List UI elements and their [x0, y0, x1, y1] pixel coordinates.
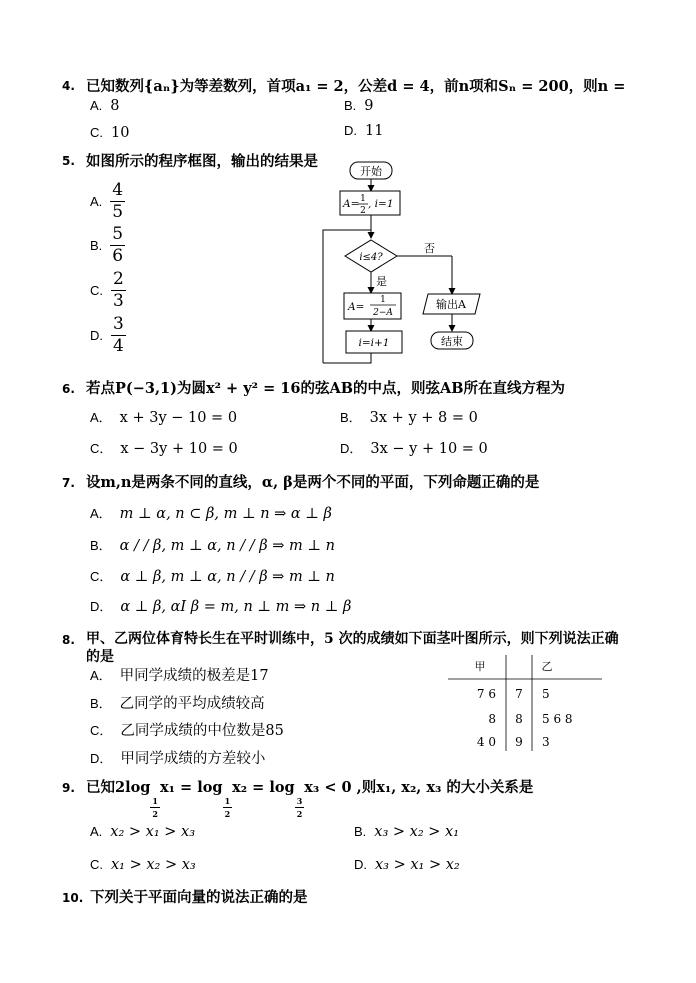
q7-option-c: C． α ⊥ β, m ⊥ α, n / / β ⇒ m ⊥ n [90, 569, 335, 585]
q5-option-d: D. $\frac{3}{4}$ [90, 314, 124, 356]
q6-option-a: A． x + 3y − 10 = 0 [90, 410, 238, 426]
stem-leaf-right-header: 乙 [541, 660, 553, 673]
flow-increment-label: i=i+1 [358, 337, 390, 349]
q7-option-a: A． m ⊥ α, n ⊂ β, m ⊥ n ⇒ α ⊥ β [90, 506, 332, 522]
q8-option-c: C． 乙同学成绩的中位数是85 [90, 723, 284, 739]
question-10-text: 下列关于平面向量的说法正确的是 [90, 889, 308, 906]
q8-option-b: B． 乙同学的平均成绩较高 [90, 696, 265, 712]
q4-option-a: A. 8 [90, 98, 120, 114]
flow-start-label: 开始 [360, 165, 382, 178]
q4-option-d: D. 11 [344, 123, 384, 139]
question-8-text-line2: 的是 [86, 649, 114, 665]
q5-option-a: A. $\frac{4}{5}$ [90, 180, 124, 222]
question-10-number: 10. [62, 891, 84, 905]
flow-end-label: 结束 [441, 335, 463, 348]
q7-option-d: D． α ⊥ β, αI β = m, n ⊥ m ⇒ n ⊥ β [90, 599, 352, 615]
flow-assign-a: A= [348, 301, 365, 313]
stem-leaf-right-row-1: 5 [542, 687, 550, 701]
stem-leaf-stem-row-2: 8 [515, 712, 523, 726]
flow-assign-den: 2−A [373, 308, 393, 318]
question-6-text: 若点P(−3,1)为圆x² + y² = 16的弦AB的中点，则弦AB所在直线方程为 [86, 380, 565, 397]
question-5-number: 5. [62, 154, 75, 168]
question-4-number: 4. [62, 79, 75, 93]
q4-option-c: C. 10 [90, 125, 130, 141]
question-8-text-line1: 甲、乙两位体育特长生在平时训练中，5 次的成绩如下面茎叶图所示，则下列说法正确 [86, 631, 619, 647]
flow-assign-num: 1 [380, 295, 386, 305]
stem-leaf-left-row-3: 4 0 [476, 735, 496, 749]
q8-option-d: D． 甲同学成绩的方差较小 [90, 751, 266, 767]
question-7-number: 7. [62, 476, 75, 490]
flow-output-label: 输出A [436, 298, 466, 311]
stem-leaf-left-row-2: 8 [488, 712, 496, 726]
q6-option-b: B． 3x + y + 8 = 0 [340, 410, 478, 426]
flow-init-a: A= [343, 198, 360, 210]
flow-init-i: , i=1 [368, 198, 394, 210]
q6-option-c: C． x − 3y + 10 = 0 [90, 441, 238, 457]
q4-option-b: B. 9 [344, 98, 374, 114]
question-6-number: 6. [62, 382, 75, 396]
question-8-number: 8. [62, 633, 75, 647]
stem-leaf-right-row-2: 5 6 8 [542, 712, 573, 726]
question-9-text: 已知2log $\frac{1}{2}$ x₁ = log $\frac{1}{2}$ x₂ = log $\frac{3}{2}$ x₃ < 0 ,则x₁, x₂, x₃ 的大小关系是 [86, 779, 534, 819]
q5-option-b: B. $\frac{5}{6}$ [90, 224, 124, 266]
flow-yes-label: 是 [376, 275, 387, 288]
flow-no-label: 否 [424, 242, 435, 255]
q7-option-b: B． α / / β, m ⊥ α, n / / β ⇒ m ⊥ n [90, 538, 335, 554]
q9-option-b: B. x₃ > x₂ > x₁ [354, 824, 460, 840]
q9-option-c: C. x₁ > x₂ > x₃ [90, 857, 196, 873]
flow-init-den: 2 [360, 206, 366, 216]
question-7-text: 设m,n是两条不同的直线，α, β是两个不同的平面，下列命题正确的是 [86, 474, 540, 491]
q8-option-a: A． 甲同学成绩的极差是17 [90, 668, 269, 684]
question-5-text: 如图所示的程序框图，输出的结果是 [86, 153, 318, 170]
stem-leaf-plot [440, 655, 610, 755]
question-9-number: 9. [62, 781, 75, 795]
stem-leaf-left-header: 甲 [474, 660, 486, 673]
q5-option-c: C. $\frac{2}{3}$ [90, 269, 124, 311]
q6-option-d: D． 3x − y + 10 = 0 [340, 441, 488, 457]
stem-leaf-stem-row-1: 7 [515, 687, 523, 701]
q9-option-d: D. x₃ > x₁ > x₂ [354, 857, 460, 873]
flow-init-num: 1 [360, 194, 366, 204]
q9-option-a: A. x₂ > x₁ > x₃ [90, 824, 196, 840]
stem-leaf-right-row-3: 3 [542, 735, 550, 749]
flow-condition-label: i≤4? [359, 252, 383, 263]
stem-leaf-stem-row-3: 9 [515, 735, 523, 749]
question-4-text: 已知数列{aₙ}为等差数列，首项a₁ = 2，公差d = 4，前n项和Sₙ = 200，则n = [86, 78, 626, 95]
stem-leaf-left-row-1: 7 6 [476, 687, 496, 701]
